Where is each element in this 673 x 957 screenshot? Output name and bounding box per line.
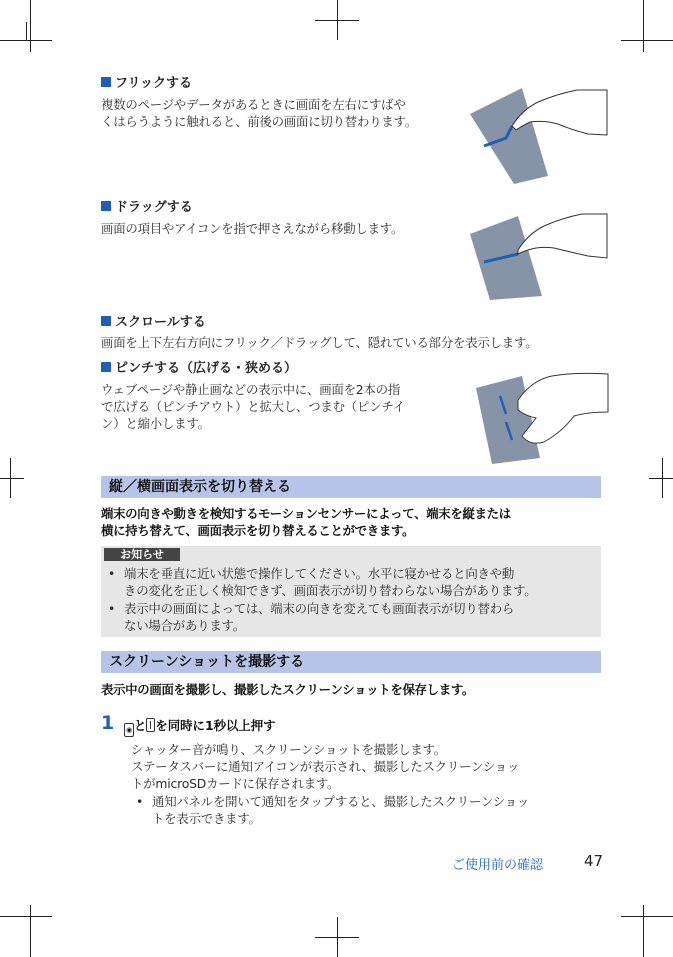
pinch-gesture-illustration <box>470 366 610 466</box>
screenshot-section-title: スクリーンショットを撮影する <box>101 651 601 673</box>
volume-down-key-icon <box>146 718 155 732</box>
flick-heading: フリックする <box>101 72 192 91</box>
hand-icon <box>518 214 607 258</box>
orientation-lead: 端末の向きや動きを検知するモーションセンサーによって、端末を縦または 横に持ち替えて、画面表示を切り替えることができます。 <box>101 506 511 538</box>
hand-icon <box>518 373 608 443</box>
crop-mark <box>649 478 673 479</box>
screenshot-lead: 表示中の画面を撮影し、撮影したスクリーンショットを保存します。 <box>101 682 475 697</box>
drag-heading: ドラッグする <box>101 196 193 215</box>
orientation-section-title: 縦／横画面表示を切り替える <box>101 476 601 498</box>
page-number: 47 <box>584 852 604 870</box>
crop-mark <box>621 916 673 917</box>
drag-gesture-illustration <box>462 204 610 304</box>
crop-mark <box>662 458 663 498</box>
crop-mark <box>643 0 644 52</box>
footer-section-name: ご使用前の確認 <box>452 858 544 873</box>
square-bullet-icon <box>101 362 111 372</box>
drag-description: 画面の項目やアイコンを指で押さえながら移動します。 <box>101 221 404 236</box>
crop-mark <box>0 478 24 479</box>
crop-mark <box>30 0 31 52</box>
crop-mark <box>0 916 52 917</box>
flick-description: 複数のページやデータがあるときに画面を左右にすばや くはらうように触れると、前後の画面に切り替わります。 <box>101 97 417 129</box>
square-bullet-icon <box>101 201 111 211</box>
power-key-icon: ◉ <box>124 723 134 737</box>
square-bullet-icon <box>101 77 111 87</box>
step-instruction: ◉ と を同時に1秒以上押す <box>124 716 276 737</box>
crop-mark <box>337 0 338 40</box>
step-description: シャッター音が鳴り、スクリーンショットを撮影します。 ステータスバーに通知アイコンが表示され、撮影したスクリーンショッ トがmicroSDカードに保存されます。 <box>131 742 520 791</box>
square-bullet-icon <box>101 316 111 326</box>
pinch-heading: ピンチする（広げる・狭める） <box>101 357 297 376</box>
notice-label: お知らせ <box>104 548 180 561</box>
crop-mark <box>621 40 673 41</box>
scroll-description: 画面を上下左右方向にフリック／ドラッグして、隠れている部分を表示します。 <box>101 335 538 350</box>
crop-mark <box>26 22 27 41</box>
step-number: 1 <box>101 712 115 734</box>
crop-mark <box>643 905 644 957</box>
crop-mark <box>10 458 11 498</box>
pinch-description: ウェブページや静止画などの表示中に、画面を2本の指 で広げる（ピンチアウト）と拡大し、つまむ（ピンチイ ン）と縮小します。 <box>101 382 405 431</box>
crop-mark <box>337 917 338 957</box>
flick-gesture-illustration <box>462 80 610 188</box>
crop-mark <box>30 905 31 957</box>
scroll-heading: スクロールする <box>101 311 206 330</box>
